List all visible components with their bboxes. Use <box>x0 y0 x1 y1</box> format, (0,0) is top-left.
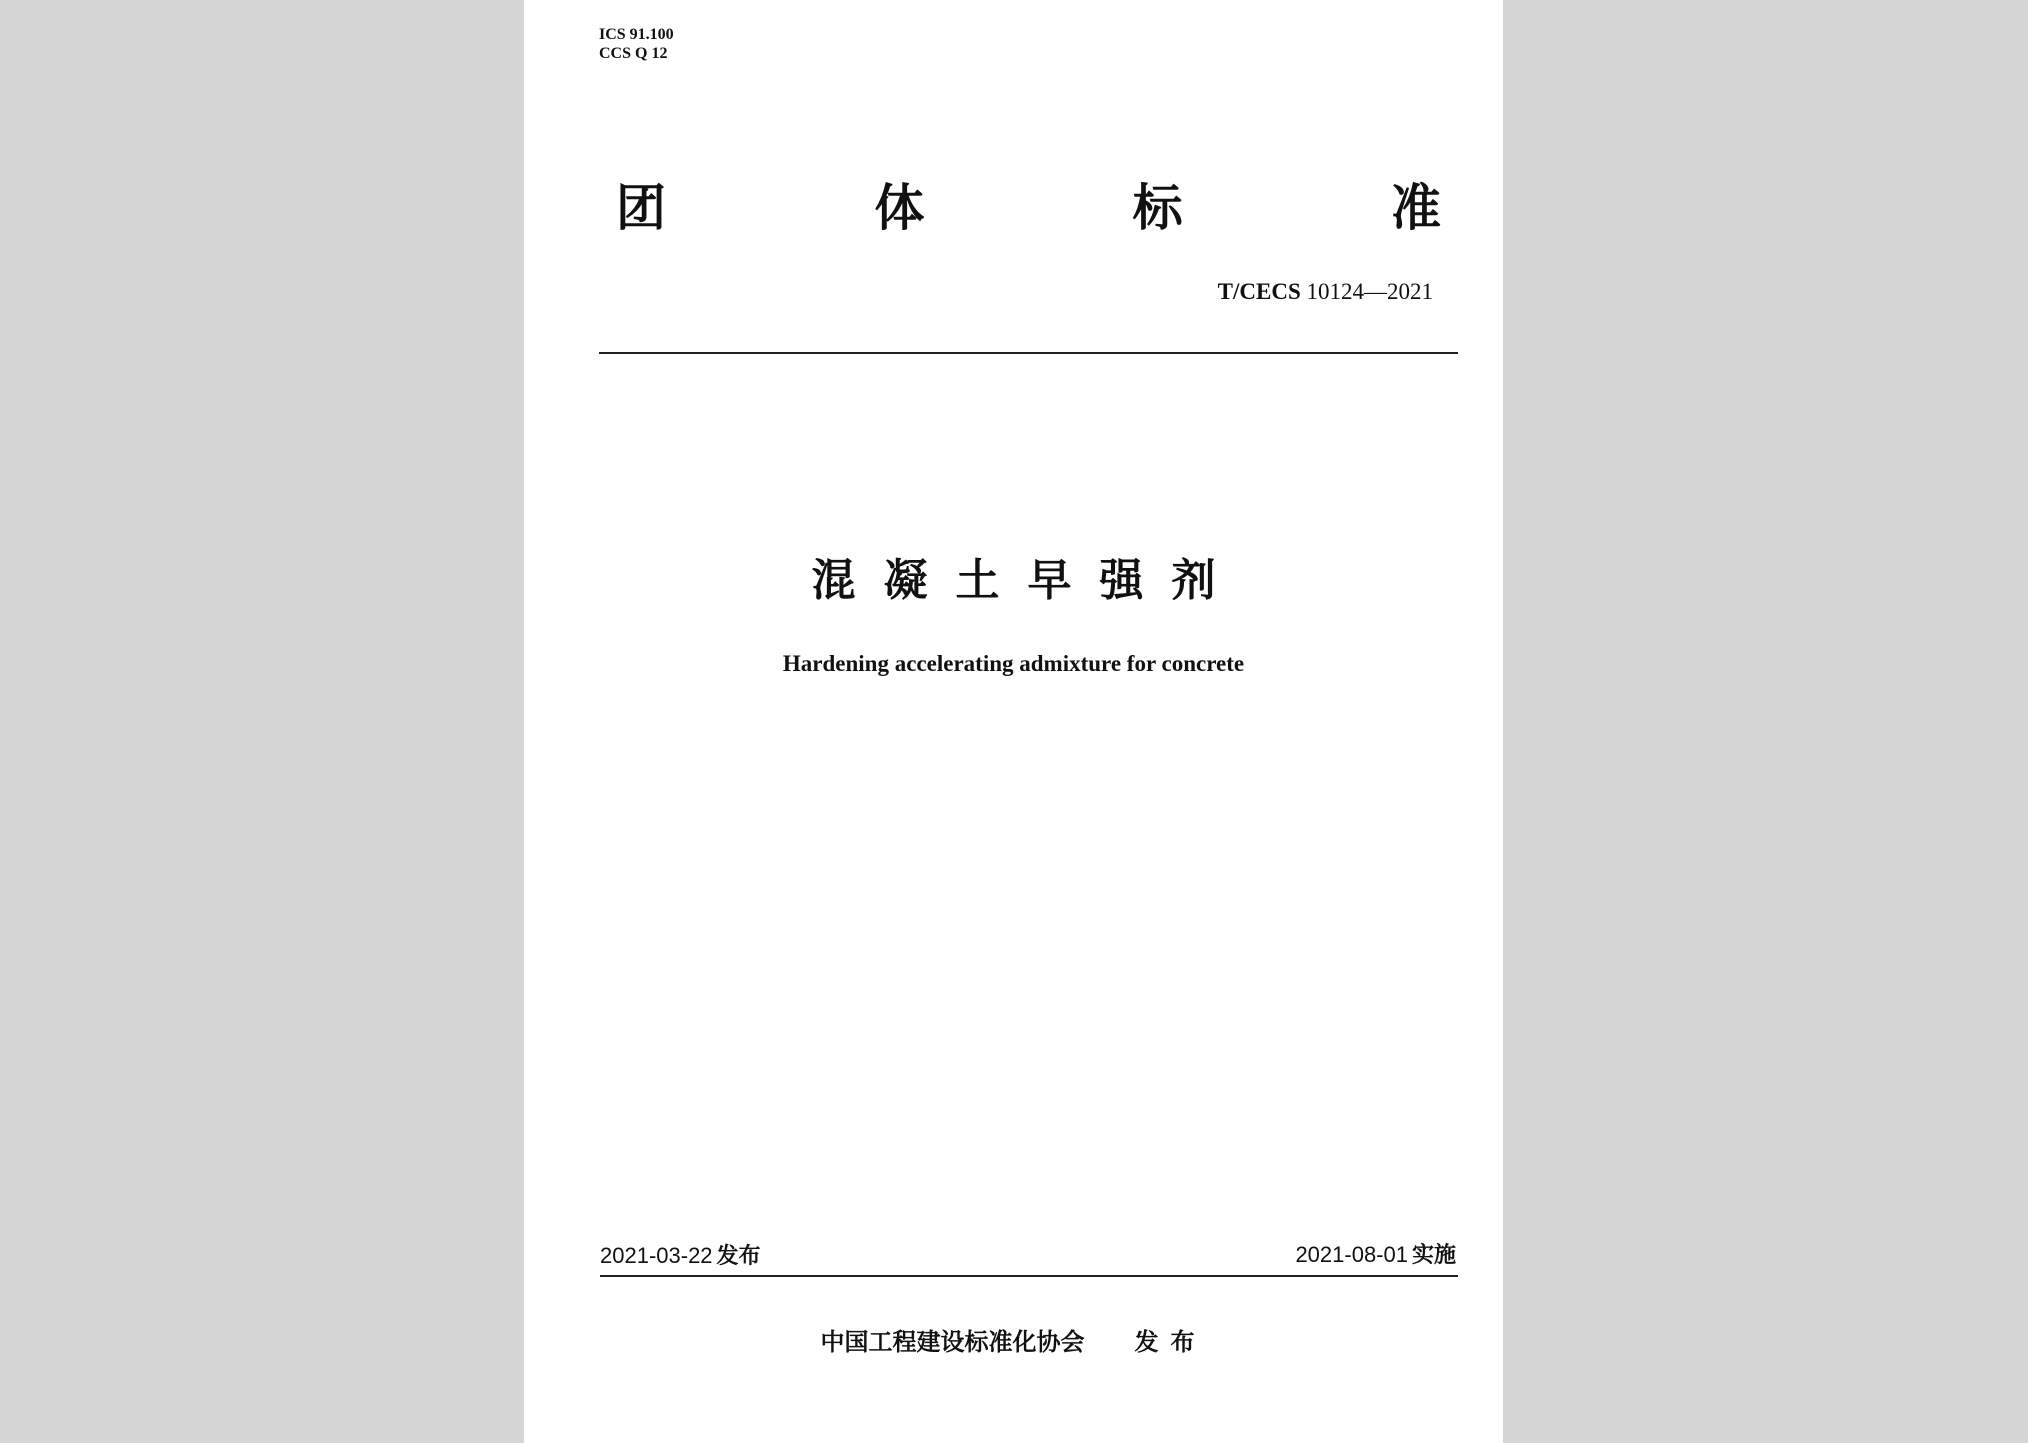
document-page <box>524 0 1503 1443</box>
publisher-name: 中国工程建设标准化协会 <box>820 1328 1085 1356</box>
issued-label: 发布 <box>716 1244 761 1269</box>
effective-date-value: 2021-08-01 <box>1295 1242 1408 1267</box>
ccs-code: CCS Q 12 <box>599 45 668 62</box>
bottom-divider <box>600 1275 1458 1277</box>
standard-type-char: 标 <box>1132 179 1183 237</box>
ics-code: ICS 91.100 <box>599 26 674 43</box>
title-chinese: 混凝土早强剂 <box>811 555 1244 606</box>
issued-date <box>600 1242 761 1271</box>
issued-date-value: 2021-03-22 <box>600 1243 713 1268</box>
standard-code-prefix: T/CECS <box>1217 279 1301 304</box>
standard-type-heading <box>616 178 1441 238</box>
standard-type-char: 团 <box>616 179 666 237</box>
effective-label: 实施 <box>1411 1243 1456 1268</box>
effective-date <box>1295 1241 1456 1270</box>
publisher-action: 发布 <box>1134 1328 1207 1356</box>
publisher-line <box>524 1327 1503 1357</box>
standard-code-number: 10124—2021 <box>1306 279 1433 304</box>
classification-codes <box>599 25 674 63</box>
title-english: Hardening accelerating admixture for concrete <box>782 651 1245 676</box>
standard-type-char: 体 <box>874 179 925 237</box>
standard-number <box>1218 278 1433 306</box>
top-divider <box>599 352 1458 354</box>
standard-type-char: 准 <box>1390 179 1441 237</box>
